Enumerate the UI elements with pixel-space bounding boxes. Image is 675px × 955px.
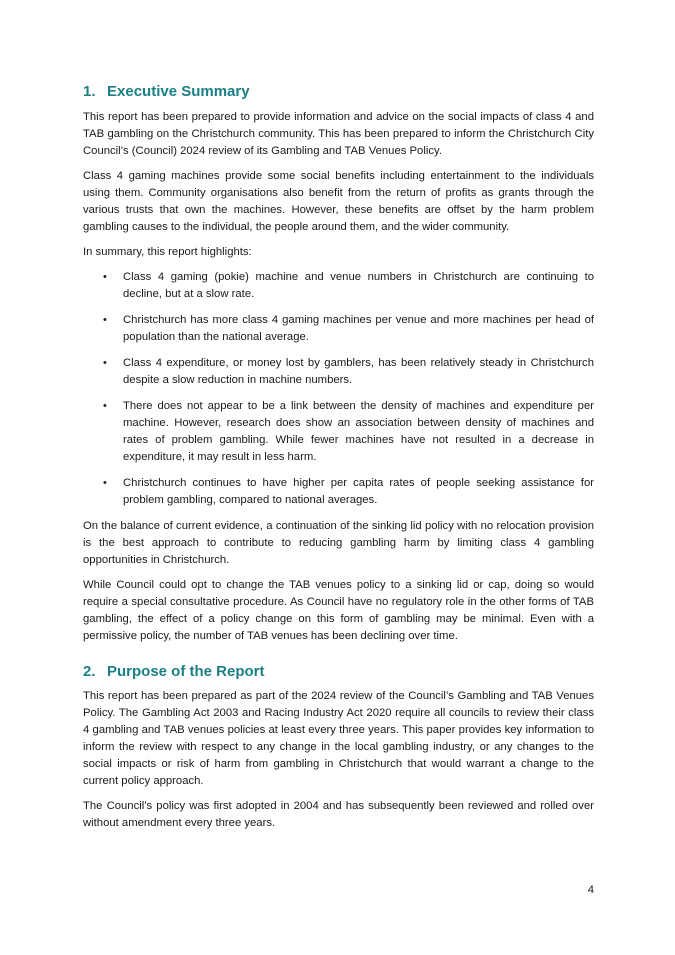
list-item xyxy=(103,355,594,389)
bullet-icon: • xyxy=(103,314,107,326)
list-item xyxy=(103,269,594,303)
paragraph: This report has been prepared as part of the 2024 review of the Council’s Gambling and TAB Venues Policy. The Gambling Act 2003 and Racing Industry Act 2020 require all councils to review their class 4 gambling and TAB venues policies at least every three years. This paper provides key information to inform the review with respect to any change in the local gambling industry, or any changes to the social impacts or risk of harm from gambling in Christchurch that would warrant a change to the current policy approach. xyxy=(83,690,594,787)
section-number: 2. xyxy=(83,663,96,680)
paragraph: On the balance of current evidence, a continuation of the sinking lid policy with no relocation provision is the best approach to contribute to reducing gambling harm by limiting class 4 gambling opportunities in Christchurch. xyxy=(83,520,594,566)
list-item xyxy=(103,312,594,346)
page-number: 4 xyxy=(587,884,594,896)
section-purpose-of-report xyxy=(83,662,594,832)
bullet-icon: • xyxy=(103,477,107,489)
section-executive-summary xyxy=(83,82,594,645)
list-item xyxy=(103,475,594,509)
bullet-icon: • xyxy=(103,400,107,412)
list-item-text: Christchurch has more class 4 gaming machines per venue and more machines per head of population than the national average. xyxy=(123,314,594,343)
paragraph: This report has been prepared to provide information and advice on the social impacts of class 4 and TAB gambling on the Christchurch community. This has been prepared to inform the Christchurch City Council’s (Council) 2024 review of its Gambling and TAB Venues Policy. xyxy=(83,111,594,157)
paragraph: The Council’s policy was first adopted in 2004 and has subsequently been reviewed and rolled over without amendment every three years. xyxy=(83,800,594,829)
list-item-text: There does not appear to be a link between the density of machines and expenditure per machine. However, research does show an association between density of machines and rates of problem gambling. While fewer machines have not resulted in a decrease in expenditure, it may result in less harm. xyxy=(123,400,594,463)
section-title: Executive Summary xyxy=(107,83,250,100)
bullet-icon: • xyxy=(103,357,107,369)
list-item xyxy=(103,398,594,466)
section-number: 1. xyxy=(83,83,96,100)
section-heading xyxy=(83,662,594,682)
list-item-text: Class 4 gaming (pokie) machine and venue numbers in Christchurch are continuing to decline, but at a slow rate. xyxy=(123,271,594,300)
bullet-icon: • xyxy=(103,271,107,283)
paragraph: In summary, this report highlights: xyxy=(83,246,252,258)
section-heading xyxy=(83,82,594,102)
list-item-text: Class 4 expenditure, or money lost by gamblers, has been relatively steady in Christchurch despite a slow reduction in machine numbers. xyxy=(123,357,594,386)
section-title: Purpose of the Report xyxy=(107,663,265,680)
document-page xyxy=(83,82,594,840)
paragraph: Class 4 gaming machines provide some social benefits including entertainment to the individuals using them. Community organisations also benefit from the return of profits as grants through the various trusts that own the machines. However, these benefits are offset by the harm problem gambling causes to the individual, the people around them, and the wider community. xyxy=(83,170,594,233)
list-item-text: Christchurch continues to have higher per capita rates of people seeking assistance for problem gambling, compared to national averages. xyxy=(123,477,594,506)
paragraph: While Council could opt to change the TAB venues policy to a sinking lid or cap, doing so would require a special consultative procedure. As Council have no regulatory role in the other forms of TAB gambling, the effect of a policy change on this form of gambling may be minimal. Even with a permissive policy, the number of TAB venues has been declining over time. xyxy=(83,579,594,642)
highlights-list xyxy=(83,269,594,509)
